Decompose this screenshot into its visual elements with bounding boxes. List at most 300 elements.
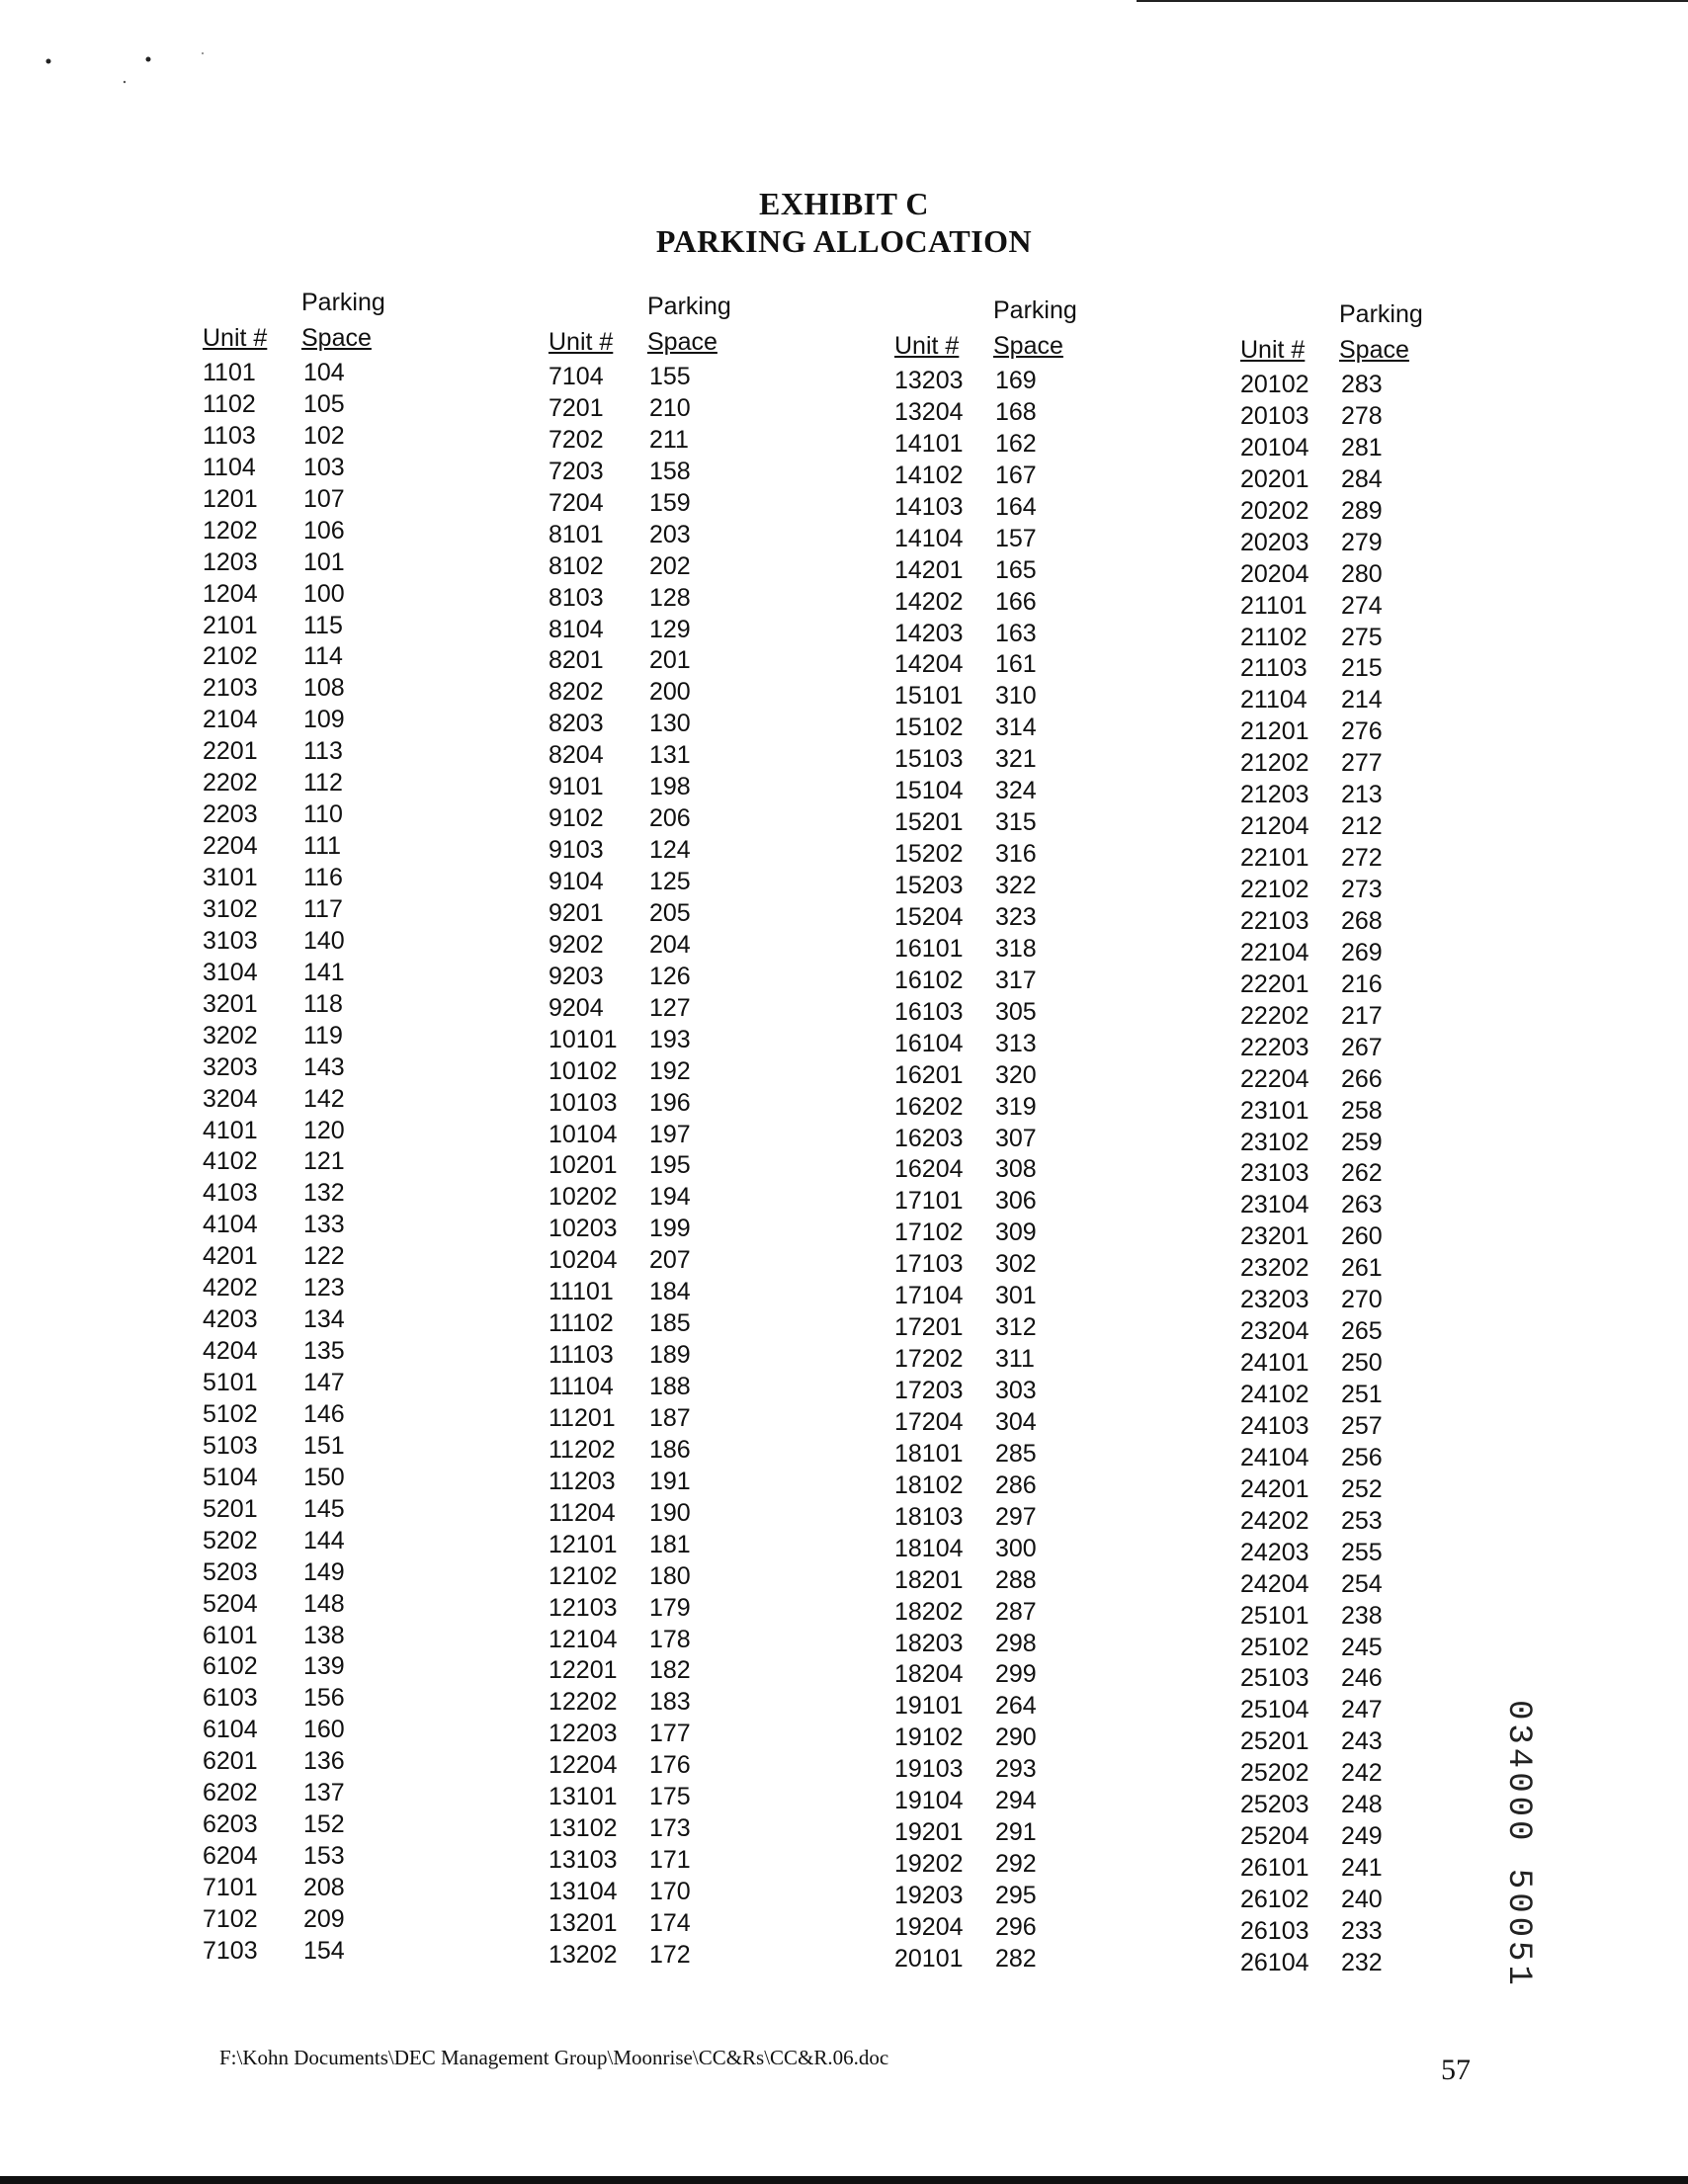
table-row (549, 1719, 776, 1750)
parking-space: 163 (995, 619, 1037, 647)
table-row (1240, 1253, 1468, 1285)
parking-space: 189 (649, 1341, 691, 1370)
table-row (549, 1467, 776, 1498)
unit-number: 13202 (549, 1940, 618, 1969)
table-row (203, 389, 430, 421)
table-row (203, 1841, 430, 1873)
parking-space: 202 (649, 551, 691, 580)
parking-space: 256 (1341, 1443, 1383, 1471)
parking-space: 287 (995, 1597, 1037, 1626)
unit-number: 5204 (203, 1589, 258, 1618)
table-row (549, 1150, 776, 1182)
table-row (1240, 401, 1468, 433)
table-row (894, 1912, 1122, 1944)
parking-space: 197 (649, 1120, 691, 1148)
table-row (1240, 653, 1468, 685)
unit-number: 22103 (1240, 906, 1309, 935)
unit-number: 23201 (1240, 1222, 1309, 1251)
unit-number: 10202 (549, 1183, 618, 1212)
parking-space: 283 (1341, 371, 1383, 398)
unit-number: 14202 (894, 587, 964, 616)
parking-space: 240 (1341, 1886, 1383, 1913)
unit-number: 6102 (203, 1652, 258, 1681)
unit-number: 12104 (549, 1625, 618, 1653)
parking-space: 255 (1341, 1538, 1383, 1566)
table-row (1240, 1790, 1468, 1821)
parking-space: 162 (995, 429, 1037, 458)
unit-number: 12103 (549, 1593, 618, 1622)
table-row (894, 1470, 1122, 1502)
unit-number: 11104 (549, 1373, 614, 1400)
unit-header-label: Unit # (549, 328, 614, 356)
unit-number: 7104 (549, 363, 604, 390)
parking-space: 185 (649, 1309, 691, 1338)
table-row (1240, 1096, 1468, 1128)
table-row (894, 713, 1122, 744)
table-row (1240, 623, 1468, 654)
parking-space: 213 (1341, 781, 1383, 809)
parking-space: 318 (995, 934, 1037, 963)
unit-number: 12201 (549, 1656, 618, 1685)
unit-number: 9201 (549, 898, 604, 927)
table-row (203, 1431, 430, 1463)
table-row (894, 366, 1122, 397)
table-row (894, 1534, 1122, 1565)
unit-number: 22104 (1240, 938, 1309, 966)
table-row (549, 1593, 776, 1625)
table-row (894, 1060, 1122, 1092)
unit-number: 25101 (1240, 1601, 1309, 1630)
unit-number: 26104 (1240, 1948, 1309, 1976)
unit-number: 7103 (203, 1936, 258, 1965)
parking-space: 277 (1341, 749, 1383, 778)
table-row (203, 1683, 430, 1715)
parking-header-label: Parking (647, 293, 731, 320)
table-row (1240, 875, 1468, 906)
parking-space: 280 (1341, 559, 1383, 588)
table-row (1240, 1221, 1468, 1253)
table-row (1240, 1348, 1468, 1380)
table-row (1240, 906, 1468, 938)
parking-space: 131 (649, 741, 691, 770)
unit-number: 15202 (894, 840, 964, 869)
table-row (549, 488, 776, 520)
parking-space: 117 (303, 894, 343, 923)
parking-header-label: Parking (1339, 300, 1423, 328)
parking-space: 208 (303, 1874, 345, 1901)
table-row (203, 673, 430, 705)
table-row (1240, 1916, 1468, 1948)
unit-number: 13101 (549, 1783, 618, 1811)
parking-space: 193 (649, 1025, 691, 1053)
table-row (894, 1944, 1122, 1975)
unit-number: 10203 (549, 1215, 618, 1243)
parking-space: 206 (649, 804, 691, 833)
table-row (549, 1782, 776, 1813)
unit-number: 13102 (549, 1814, 618, 1843)
unit-number: 16101 (894, 934, 964, 963)
document-stamp: 034000 50051 (1499, 1700, 1537, 1989)
unit-number: 22204 (1240, 1064, 1309, 1093)
page-number: 57 (1441, 2054, 1471, 2086)
parking-space: 302 (995, 1250, 1037, 1279)
table-row (894, 1439, 1122, 1470)
parking-space: 198 (649, 773, 691, 801)
table-row (203, 1178, 430, 1210)
table-row (203, 831, 430, 863)
parking-space: 279 (1341, 528, 1383, 556)
table-row (549, 425, 776, 457)
table-row (203, 1526, 430, 1557)
parking-space: 264 (995, 1692, 1037, 1721)
parking-space: 245 (1341, 1633, 1383, 1661)
unit-number: 23204 (1240, 1317, 1309, 1346)
table-row (203, 1873, 430, 1904)
table-row (203, 1621, 430, 1652)
scan-top-edge (1137, 0, 1688, 2)
unit-number: 15204 (894, 902, 964, 931)
table-row (894, 902, 1122, 934)
unit-number: 5101 (203, 1369, 258, 1396)
parking-space: 158 (649, 457, 691, 485)
table-row (203, 926, 430, 958)
parking-space: 257 (1341, 1411, 1383, 1440)
parking-space: 137 (303, 1779, 345, 1807)
parking-space: 170 (649, 1878, 691, 1905)
table-row (1240, 433, 1468, 464)
unit-number: 11202 (549, 1435, 616, 1464)
parking-space: 289 (1341, 496, 1383, 525)
unit-number: 17204 (894, 1407, 964, 1436)
table-row (1240, 1633, 1468, 1664)
unit-number: 8204 (549, 741, 604, 770)
table-row (894, 776, 1122, 807)
table-row (203, 547, 430, 579)
parking-space: 155 (649, 363, 691, 390)
unit-number: 11102 (549, 1309, 614, 1338)
unit-number: 3101 (203, 864, 258, 891)
unit-number: 20204 (1240, 559, 1309, 588)
unit-number: 24203 (1240, 1538, 1309, 1566)
parking-space: 112 (303, 769, 343, 798)
unit-column-3 (894, 296, 1122, 1975)
table-row (1240, 1853, 1468, 1885)
table-row (894, 807, 1122, 839)
unit-number: 14104 (894, 524, 964, 552)
table-row (549, 772, 776, 803)
parking-space: 267 (1341, 1033, 1383, 1061)
parking-space: 214 (1341, 686, 1383, 714)
table-row (203, 894, 430, 926)
parking-space: 317 (995, 966, 1037, 994)
parking-space: 204 (649, 930, 691, 959)
unit-number: 8202 (549, 678, 604, 707)
parking-space: 113 (303, 737, 343, 766)
table-row (549, 551, 776, 583)
table-row (894, 1722, 1122, 1754)
unit-number: 1101 (203, 359, 256, 386)
parking-space: 116 (303, 864, 343, 891)
table-row (1240, 1474, 1468, 1506)
table-row (203, 611, 430, 642)
parking-space: 101 (303, 547, 345, 576)
parking-space: 269 (1341, 938, 1383, 966)
table-row (1240, 1695, 1468, 1726)
scan-specks (0, 0, 296, 99)
unit-number: 5103 (203, 1431, 258, 1460)
parking-space: 168 (995, 397, 1037, 426)
unit-number: 2101 (203, 611, 258, 639)
unit-number: 22201 (1240, 969, 1309, 998)
unit-number: 18101 (894, 1439, 964, 1468)
unit-number: 6101 (203, 1621, 258, 1649)
table-row (549, 1182, 776, 1214)
table-row (894, 555, 1122, 587)
parking-space: 260 (1341, 1222, 1383, 1251)
parking-space: 142 (303, 1084, 345, 1113)
table-row (203, 799, 430, 831)
table-row (1240, 528, 1468, 559)
table-row (549, 1120, 776, 1151)
unit-number: 5202 (203, 1526, 258, 1554)
unit-number: 25102 (1240, 1633, 1309, 1661)
parking-space: 316 (995, 840, 1037, 869)
unit-number: 2203 (203, 800, 258, 829)
table-row (1240, 1663, 1468, 1695)
table-row (549, 1403, 776, 1435)
unit-header-label: Unit # (203, 324, 268, 352)
table-row (203, 958, 430, 989)
table-row (894, 1154, 1122, 1186)
unit-number: 17203 (894, 1377, 964, 1404)
table-row (549, 1940, 776, 1972)
table-row (894, 429, 1122, 461)
unit-number: 23104 (1240, 1191, 1309, 1219)
parking-space: 182 (649, 1656, 691, 1685)
unit-number: 12202 (549, 1688, 618, 1717)
table-row (203, 358, 430, 389)
table-row (1240, 1064, 1468, 1096)
table-row (1240, 1758, 1468, 1790)
scan-bottom-edge (0, 2176, 1688, 2184)
unit-number: 10102 (549, 1056, 618, 1085)
unit-number: 22102 (1240, 876, 1309, 903)
table-row (894, 1817, 1122, 1849)
parking-space: 161 (995, 650, 1037, 679)
parking-space: 209 (303, 1904, 345, 1933)
parking-space: 174 (649, 1908, 691, 1937)
unit-header-label: Unit # (1240, 336, 1306, 364)
parking-space: 253 (1341, 1506, 1383, 1535)
table-row (894, 1597, 1122, 1629)
parking-space: 106 (303, 516, 345, 545)
parking-space: 109 (303, 706, 345, 734)
parking-space: 171 (649, 1846, 691, 1875)
table-row (894, 1312, 1122, 1344)
parking-space: 104 (303, 359, 345, 386)
parking-space: 315 (995, 808, 1037, 837)
parking-space: 195 (649, 1151, 691, 1180)
parking-space: 216 (1341, 969, 1383, 998)
parking-space: 249 (1341, 1822, 1383, 1851)
parking-space: 128 (649, 583, 691, 612)
parking-space: 132 (303, 1179, 345, 1208)
unit-number: 18203 (894, 1629, 964, 1657)
unit-number: 15101 (894, 682, 964, 711)
unit-number: 16102 (894, 966, 964, 994)
table-row (894, 1124, 1122, 1155)
unit-number: 22202 (1240, 1001, 1309, 1030)
table-row (549, 1498, 776, 1530)
parking-space: 261 (1341, 1254, 1383, 1283)
table-row (894, 1344, 1122, 1376)
unit-number: 15104 (894, 777, 964, 805)
table-row (894, 1881, 1122, 1912)
file-path-footer: F:\Kohn Documents\DEC Management Group\Moonrise\CC&Rs\CC&R.06.doc (219, 2046, 889, 2069)
unit-number: 9204 (549, 993, 604, 1022)
unit-number: 9101 (549, 773, 604, 801)
parking-space: 308 (995, 1155, 1037, 1184)
parking-space: 307 (995, 1124, 1037, 1152)
unit-number: 4201 (203, 1242, 258, 1271)
unit-number: 18201 (894, 1565, 964, 1594)
parking-space: 304 (995, 1407, 1037, 1436)
unit-number: 1201 (203, 484, 258, 513)
parking-space: 276 (1341, 717, 1383, 746)
parking-space: 188 (649, 1373, 691, 1400)
table-row (1240, 1726, 1468, 1758)
unit-number: 13103 (549, 1846, 618, 1875)
parking-space: 293 (995, 1755, 1037, 1784)
table-row (1240, 1601, 1468, 1633)
unit-number: 10101 (549, 1025, 618, 1053)
parking-space: 141 (303, 958, 345, 986)
table-row (894, 619, 1122, 650)
table-row (894, 1407, 1122, 1439)
space-header-label: Space (301, 324, 372, 352)
unit-number: 10104 (549, 1120, 618, 1148)
unit-number: 17104 (894, 1282, 964, 1310)
space-header-label: Space (647, 328, 717, 356)
parking-space: 196 (649, 1088, 691, 1117)
table-row (203, 1116, 430, 1147)
parking-space: 250 (1341, 1349, 1383, 1378)
unit-number: 7203 (549, 457, 604, 485)
unit-number: 12204 (549, 1751, 618, 1780)
parking-space: 321 (995, 745, 1037, 774)
table-row (549, 1530, 776, 1561)
unit-number: 20104 (1240, 433, 1309, 462)
unit-number: 2202 (203, 769, 258, 798)
unit-number: 10103 (549, 1088, 618, 1117)
unit-number: 24202 (1240, 1506, 1309, 1535)
table-row (203, 1809, 430, 1841)
unit-number: 17201 (894, 1313, 964, 1342)
unit-number: 16201 (894, 1060, 964, 1089)
table-row (894, 1849, 1122, 1881)
parking-space: 173 (649, 1814, 691, 1843)
table-row (1240, 1948, 1468, 1979)
table-row (894, 1029, 1122, 1060)
parking-space: 273 (1341, 876, 1383, 903)
parking-space: 130 (649, 710, 691, 738)
parking-space: 258 (1341, 1096, 1383, 1125)
parking-space: 270 (1341, 1286, 1383, 1314)
table-row (894, 524, 1122, 555)
unit-number: 19101 (894, 1692, 964, 1721)
table-row (549, 835, 776, 867)
parking-space: 290 (995, 1723, 1037, 1752)
unit-number: 17103 (894, 1250, 964, 1279)
unit-number: 8104 (549, 615, 604, 643)
unit-number: 16203 (894, 1124, 964, 1152)
unit-number: 4203 (203, 1305, 258, 1334)
table-row (1240, 843, 1468, 875)
parking-space: 291 (995, 1818, 1037, 1847)
parking-space: 282 (995, 1944, 1037, 1973)
unit-number: 13201 (549, 1908, 618, 1937)
table-row (203, 1052, 430, 1084)
unit-number: 14204 (894, 650, 964, 679)
table-row (1240, 559, 1468, 591)
parking-space: 305 (995, 997, 1037, 1026)
table-row (894, 649, 1122, 681)
parking-space: 119 (303, 1021, 343, 1050)
parking-space: 288 (995, 1565, 1037, 1594)
parking-space: 263 (1341, 1191, 1383, 1219)
unit-number: 4104 (203, 1211, 258, 1239)
unit-column-1 (203, 289, 430, 1968)
parking-space: 286 (995, 1470, 1037, 1499)
table-row (894, 1281, 1122, 1312)
parking-space: 151 (303, 1431, 345, 1460)
parking-space: 140 (303, 926, 345, 955)
table-row (894, 871, 1122, 902)
parking-space: 169 (995, 367, 1037, 394)
table-row (894, 681, 1122, 713)
unit-number: 10201 (549, 1151, 618, 1180)
table-row (203, 705, 430, 736)
table-row (549, 393, 776, 425)
table-row (203, 1368, 430, 1399)
unit-number: 14102 (894, 461, 964, 489)
parking-header-label: Parking (993, 296, 1077, 324)
unit-number: 23102 (1240, 1128, 1309, 1156)
parking-space: 156 (303, 1684, 345, 1713)
parking-space: 122 (303, 1242, 345, 1271)
parking-space: 299 (995, 1660, 1037, 1689)
table-row (549, 1372, 776, 1403)
parking-space: 262 (1341, 1159, 1383, 1188)
parking-space: 125 (649, 868, 691, 895)
unit-number: 6103 (203, 1684, 258, 1713)
table-row (203, 1210, 430, 1241)
unit-number: 25204 (1240, 1822, 1309, 1851)
parking-space: 215 (1341, 654, 1383, 683)
table-row (203, 863, 430, 894)
unit-number: 19201 (894, 1818, 964, 1847)
unit-number: 21203 (1240, 781, 1309, 809)
unit-number: 17101 (894, 1187, 964, 1216)
unit-number: 10204 (549, 1246, 618, 1275)
unit-number: 25202 (1240, 1759, 1309, 1788)
table-row (203, 516, 430, 547)
table-row (203, 989, 430, 1021)
table-row (549, 677, 776, 709)
table-row (203, 1021, 430, 1052)
unit-number: 7101 (203, 1874, 258, 1901)
parking-space: 160 (303, 1716, 345, 1744)
